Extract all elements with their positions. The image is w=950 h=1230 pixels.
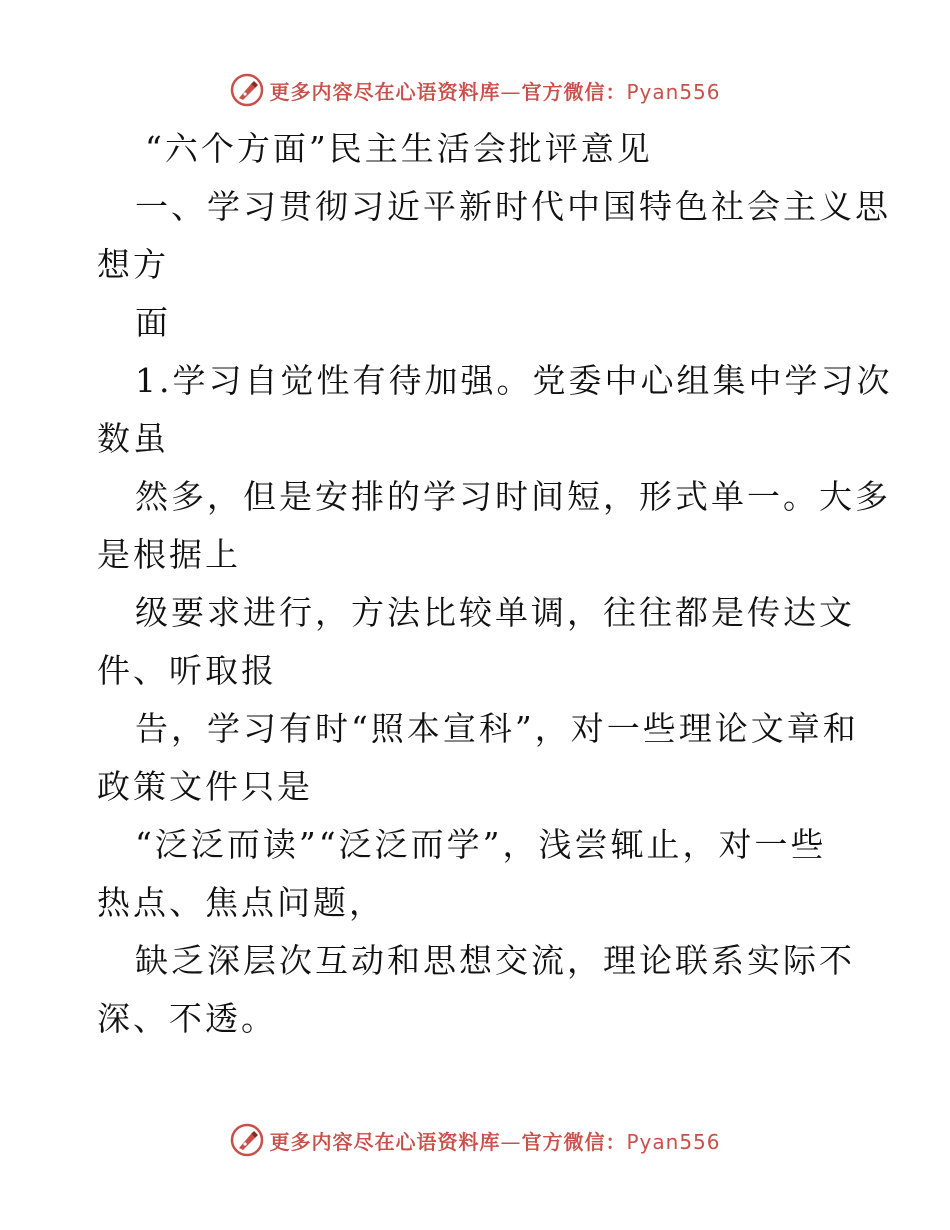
text-line: 告，学习有时“照本宣科”，对一些理论文章和 <box>135 709 859 748</box>
text-line: 面 <box>135 303 171 342</box>
text-line: 热点、焦点问题， <box>97 883 385 922</box>
watermark-wechat-label: 官方微信： <box>521 1129 627 1154</box>
text-line: 件、听取报 <box>97 651 277 690</box>
text-line: 想方 <box>97 245 169 284</box>
footer-watermark <box>0 1120 950 1160</box>
pen-nib-logo-icon <box>229 72 265 108</box>
text-line: 缺乏深层次互动和思想交流，理论联系实际不 <box>135 941 855 980</box>
document-body <box>97 120 893 1048</box>
watermark-wechat-label: 官方微信： <box>521 79 627 104</box>
watermark-wechat-id: Pyan556 <box>626 79 721 104</box>
text-line: 1.学习自觉性有待加强。党委中心组集中学习次 <box>135 361 893 400</box>
document-title: “六个方面”民主生活会批评意见 <box>145 129 653 168</box>
text-line: 深、不透。 <box>97 999 277 1038</box>
text-line: 级要求进行，方法比较单调，往往都是传达文 <box>135 593 855 632</box>
text-line: 然多，但是安排的学习时间短，形式单一。大多 <box>135 477 891 516</box>
watermark-dash: — <box>500 79 522 104</box>
watermark-site-name: 更多内容尽在心语资料库 <box>269 1129 501 1154</box>
pen-nib-logo-icon <box>229 1122 265 1158</box>
text-line: 政策文件只是 <box>97 767 313 806</box>
section-heading-line: 一、学习贯彻习近平新时代中国特色社会主义思 <box>135 187 891 226</box>
text-line: 数虽 <box>97 419 169 458</box>
text-line: 是根据上 <box>97 535 241 574</box>
watermark-wechat-id: Pyan556 <box>626 1129 721 1154</box>
text-line: “泛泛而读”“泛泛而学”，浅尝辄止，对一些 <box>135 825 827 864</box>
watermark-text <box>269 76 720 105</box>
header-watermark <box>0 70 950 110</box>
watermark-dash: — <box>500 1129 522 1154</box>
watermark-text <box>269 1126 720 1155</box>
watermark-site-name: 更多内容尽在心语资料库 <box>269 79 501 104</box>
